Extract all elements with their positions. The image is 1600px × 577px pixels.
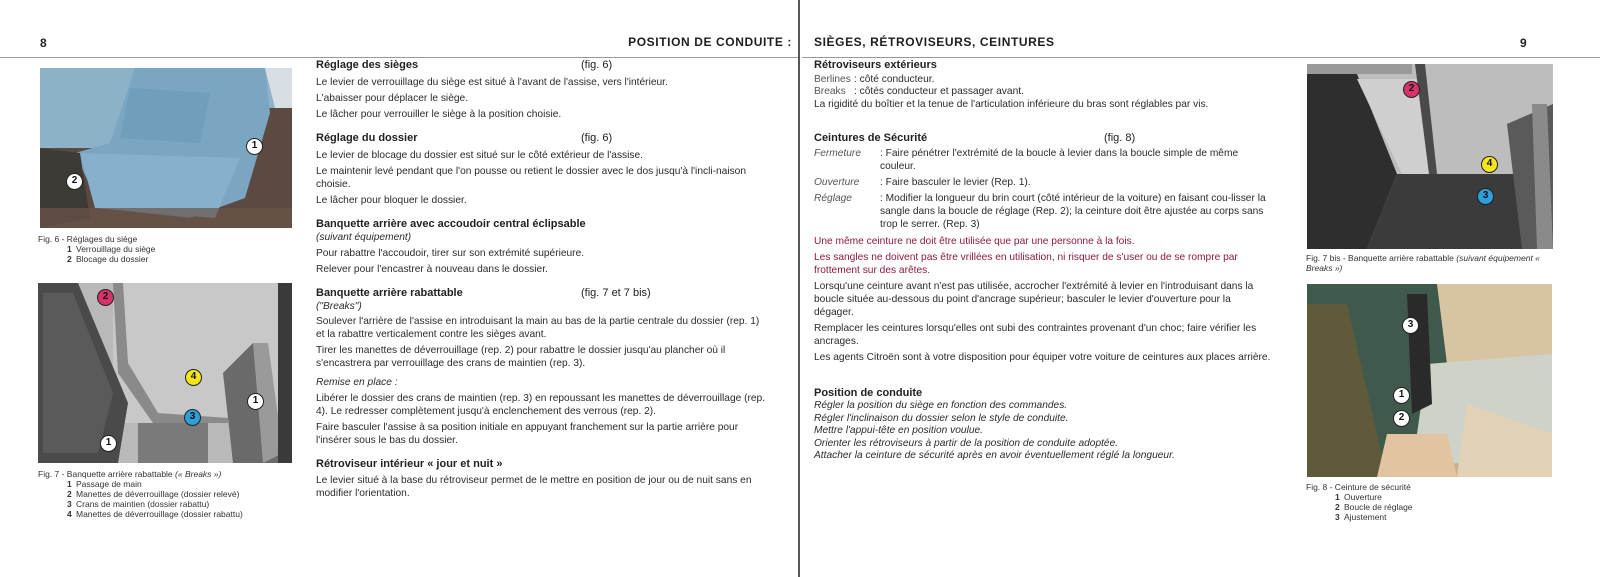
fig7-caption: Fig. 7 - Banquette arrière rabattable (« Breaks ») 1 Passage de main 2 Manettes de déverrouillage (dossier relevé) 3 Crans de maintien (dossier rabattu) 4 Manettes de déverrouillage (dossier rabattu) xyxy=(38,469,243,519)
warning-text: Une même ceinture ne doit être utilisée que par une personne à la fois. xyxy=(814,236,1135,247)
running-head: POSITION DE CONDUITE : xyxy=(628,35,792,49)
section-title-accoudoir: Banquette arrière avec accoudoir central éclipsable xyxy=(316,218,586,230)
section-title-position: Position de conduite xyxy=(814,387,923,399)
section-title-dossier: Réglage du dossier (fig. 6) xyxy=(316,132,613,144)
callout-1: 1 xyxy=(1393,387,1410,404)
running-head: SIÈGES, RÉTROVISEURS, CEINTURES xyxy=(814,35,1055,49)
callout-2: 2 xyxy=(1393,410,1410,427)
callout-3: 3 xyxy=(1477,188,1494,205)
callout-4: 4 xyxy=(185,369,202,386)
section-title-ceintures: Ceintures de Sécurité (fig. 8) xyxy=(814,132,1136,144)
callout-4: 4 xyxy=(1481,156,1498,173)
fig7bis-caption: Fig. 7 bis - Banquette arrière rabattable (suivant équipement « Breaks ») xyxy=(1306,253,1540,273)
caption-title: Fig. 6 - Réglages du siège xyxy=(38,234,138,244)
header-rule xyxy=(802,57,1600,58)
remise-title: Remise en place : xyxy=(316,377,398,388)
section-title-rabattable: Banquette arrière rabattable (fig. 7 et 7 bis) xyxy=(316,287,651,299)
callout-2: 2 xyxy=(1403,81,1420,98)
left-text-column: Réglage des sièges (fig. 6) Le levier de verrouillage du siège est situé à l'avant de l'assise, vers l'intérieur. L'abaisser pour déplacer le siège. Le lâcher pour verrouiller le siège à la position choisie. Réglage du dossier (fig. 6) Le levier de blocage du dossier est situé sur le côté extérieur de l'assise. Le maintenir levé pendant que l'on pousse ou retient le dossier avec le dos jusqu'à l'incli-naison choisie. Le lâcher pour bloquer le dossier. Banquette arrière avec accoudoir central éclipsable (suivant équipement) Pour rabattre l'accoudoir, tirer sur son extrémité supérieure. Relever pour l'encastrer à nouveau dans le dossier. Banquette arrière rabattable (fig. 7 et 7 bis) ("Breaks") Soulever l'arrière de l'assise en introduisant la main au bas de la partie centrale du dossier (rep. 1) et la rabattre verticalement contre les sièges avant. Tirer les manettes de déverrouillage (rep. 2) pour rabattre le dossier jusqu'au plancher où il s'encastrera par verrouillage des crans de maintien (rep. 3). Remise en place : Libérer le dossier des crans de maintien (rep. 3) en repoussant les manettes de déverrouillage (rep. 4). Le redresser complètement jusqu'à enclenchement des verrous (rep. 2). Faire basculer l'assise à sa position initiale en appuyant franchement sur la partie arrière pour l'insérer sous le bas du dossier. Rétroviseur intérieur « jour et nuit » Le levier situé à la base du rétroviseur permet de le mettre en position de jour ou de nuit sans en modifier l'orientation. xyxy=(316,59,768,503)
fig6-seat-photo xyxy=(40,68,292,228)
caption-title: Fig. 7 bis - Banquette arrière rabattable xyxy=(1306,253,1454,263)
right-text-column: Rétroviseurs extérieurs Berlines : côté conducteur. Breaks : côtés conducteur et passager avant. La rigidité du boîtier et la tenue de l'articulation inférieure du bras sont réglables par vis. Ceintures de Sécurité (fig. 8) Fermeture : Faire pénétrer l'extrémité de la boucle à levier dans la boucle simple de même couleur. Ouverture : Faire basculer le levier (Rep. 1). Réglage : Modifier la longueur du brin court (côté intérieur de la voiture) en faisant cou-lisser la sangle dans la boucle de réglage (Rep. 2); la ceinture doit être ajustée au corps sans trop le serrer. (Rep. 3) Une même ceinture ne doit être utilisée que par une personne à la fois. Les sangles ne doivent pas être vrillées en utilisation, ni risquer de s'user ou de se rompre par frottement sur des arêtes. Lorsqu'une ceinture avant n'est pas utilisée, accrocher l'extrémité à levier en l'introduisant dans la boucle située au-dessous du point d'ancrage supérieur; basculer le levier d'ouverture pour la dégager. Remplacer les ceintures lorsqu'elles ont subi des contraintes provenant d'un choc; faire vérifier les ancrages. Les agents Citroën sont à votre disposition pour équiper votre voiture de ceintures aux places arrière. Position de conduite Régler la position du siège en fonction des commandes. Régler l'inclinaison du dossier selon le style de conduite. Mettre l'appui-tête en position voulue. Orienter les rétroviseurs à partir de la position de conduite adoptée. Attacher la ceinture de sécurité après en avoir éventuellement réglé la longueur. xyxy=(814,59,1271,461)
callout-1: 1 xyxy=(247,393,264,410)
callout-1: 1 xyxy=(246,138,263,155)
fig8-seatbelt-photo xyxy=(1307,284,1552,477)
callout-3: 3 xyxy=(184,409,201,426)
fig8-caption: Fig. 8 - Ceinture de sécurité 1 Ouverture 2 Boucle de réglage 3 Ajustement xyxy=(1306,482,1413,522)
section-title-retro-interieur: Rétroviseur intérieur « jour et nuit » xyxy=(316,458,503,470)
section-title-sieges: Réglage des sièges (fig. 6) xyxy=(316,59,613,71)
callout-2: 2 xyxy=(66,173,83,190)
callout-2: 2 xyxy=(97,289,114,306)
header-rule xyxy=(0,57,800,58)
callout-3: 3 xyxy=(1402,317,1419,334)
callout-1-lower: 1 xyxy=(100,435,117,452)
fig7-rear-bench-photo xyxy=(38,283,292,463)
fig6-caption: Fig. 6 - Réglages du siège 1 Verrouillage du siège 2 Blocage du dossier xyxy=(38,234,156,264)
caption-title: Fig. 8 - Ceinture de sécurité xyxy=(1306,482,1411,492)
page-number: 9 xyxy=(1520,36,1527,50)
fig7bis-photo xyxy=(1307,64,1553,249)
right-page xyxy=(800,0,1600,577)
section-title-retro-exterieurs: Rétroviseurs extérieurs xyxy=(814,59,937,71)
page-number: 8 xyxy=(40,36,47,50)
warning-text: Les sangles ne doivent pas être vrillées en utilisation, ni risquer de s'user ou de se rompre par frottement sur des arêtes. xyxy=(814,252,1238,276)
caption-title: Fig. 7 - Banquette arrière rabattable xyxy=(38,469,173,479)
